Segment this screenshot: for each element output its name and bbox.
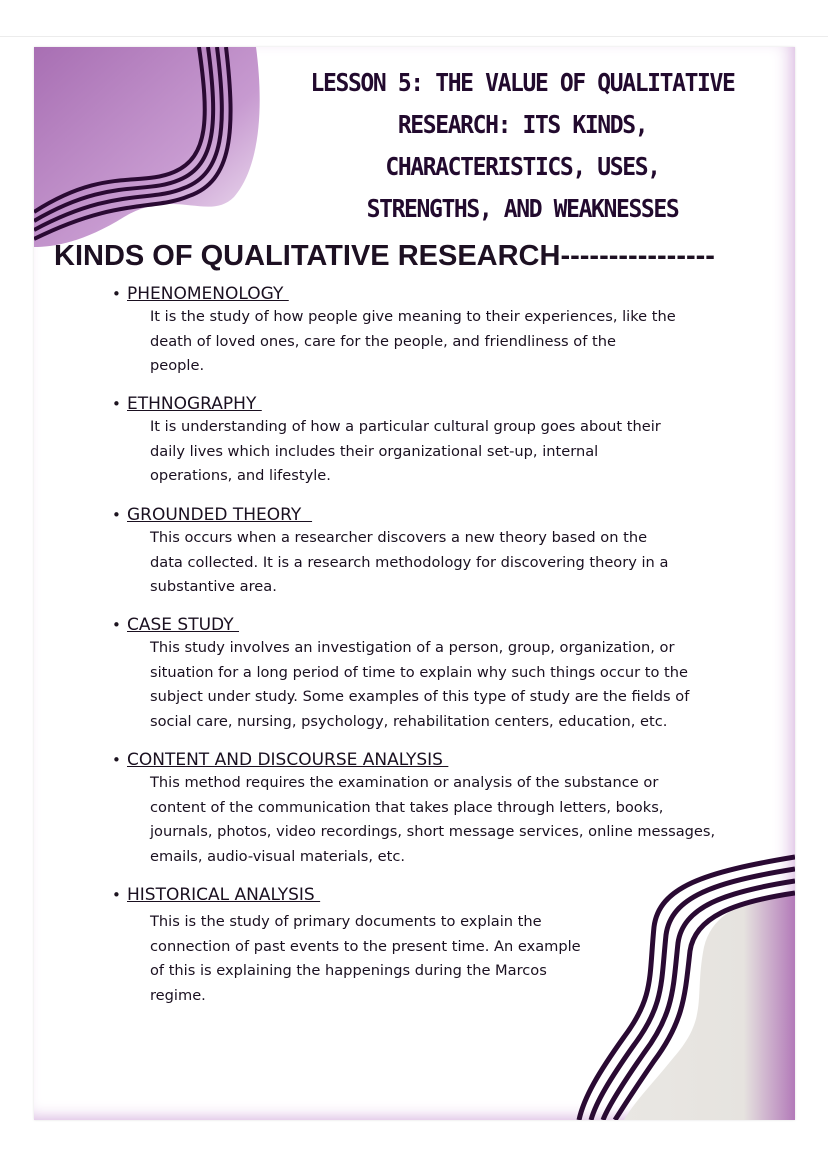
description-line: content of the communication that takes place through letters, books, <box>150 798 664 816</box>
bullet-icon: • <box>112 395 121 413</box>
bullet-icon: • <box>112 751 121 769</box>
lesson-title <box>309 62 737 230</box>
title-line: CHARACTERISTICS, USES, <box>385 152 660 181</box>
kind-title: PHENOMENOLOGY <box>127 284 289 304</box>
kind-description <box>150 526 760 600</box>
description-line: people. <box>150 357 205 375</box>
kind-description <box>150 636 760 734</box>
bullet-icon: • <box>112 616 121 634</box>
description-line: situation for a long period of time to explain why such things occur to the <box>150 663 688 681</box>
kind-title: CASE STUDY <box>127 615 240 635</box>
description-line: This occurs when a researcher discovers a new theory based on the <box>150 529 648 546</box>
description-line: regime. <box>150 986 206 1004</box>
description-line: substantive area. <box>150 578 277 596</box>
description-line: This method requires the examination or analysis of the substance or <box>150 774 659 791</box>
description-line: journals, photos, video recordings, short message services, online messages, <box>150 823 716 841</box>
description-line: It is the study of how people give meaning to their experiences, like the <box>150 308 676 325</box>
title-line: STRENGTHS, AND WEAKNESSES <box>366 194 679 223</box>
top-divider <box>0 36 828 37</box>
kind-description <box>150 910 760 1008</box>
kind-description <box>150 415 760 489</box>
description-line: daily lives which includes their organizational set-up, internal <box>150 442 599 460</box>
top-left-wave-decoration <box>34 47 274 247</box>
description-line: of this is explaining the happenings during the Marcos <box>150 962 547 980</box>
description-line: It is understanding of how a particular cultural group goes about their <box>150 418 661 435</box>
kind-description <box>150 305 760 379</box>
description-line: death of loved ones, care for the people, and friendliness of the <box>150 332 616 350</box>
bullet-icon: • <box>112 506 121 524</box>
title-line: LESSON 5: THE VALUE OF QUALITATIVE <box>310 68 735 97</box>
description-line: data collected. It is a research methodology for discovering theory in a <box>150 553 669 571</box>
bullet-icon: • <box>112 285 121 303</box>
description-line: emails, audio-visual materials, etc. <box>150 847 406 865</box>
title-line: RESEARCH: ITS KINDS, <box>397 110 648 139</box>
description-line: social care, nursing, psychology, rehabilitation centers, education, etc. <box>150 712 668 730</box>
kind-title: ETHNOGRAPHY <box>127 394 262 414</box>
kind-title: GROUNDED THEORY <box>127 505 313 525</box>
bullet-icon: • <box>112 886 121 904</box>
description-line: subject under study. Some examples of this type of study are the fields of <box>150 688 690 706</box>
description-line: This is the study of primary documents to explain the <box>150 913 542 930</box>
kind-title: CONTENT AND DISCOURSE ANALYSIS <box>127 750 449 770</box>
kind-description <box>150 771 760 869</box>
kind-title: HISTORICAL ANALYSIS <box>127 885 321 905</box>
description-line: operations, and lifestyle. <box>150 467 331 485</box>
section-heading: KINDS OF QUALITATIVE RESEARCH---------------- <box>54 240 715 272</box>
description-line: connection of past events to the present time. An example <box>150 937 581 955</box>
description-line: This study involves an investigation of a person, group, organization, or <box>150 639 675 656</box>
